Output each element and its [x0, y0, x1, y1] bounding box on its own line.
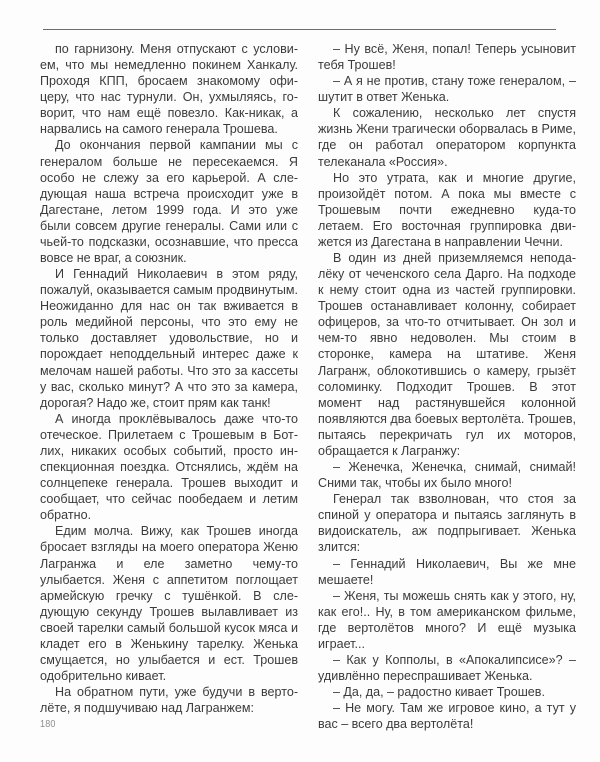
paragraph: В один из дней приземляемся неподалёку от чеченского села Дарго. На подходе к нему стоит одна из частей группировки. Трошев останавливает колонну, собирает офицеров, за что-то отчитывает. Он зол и чем-то явно недоволен. Мы стоим в сторонке, камера на штативе. Женя Лагранж, облокотившись о камеру, грызёт соломинку. Подходит Трошев. В этот момент над растянувшейся колонной появляются два боевых вертолёта. Трошев, пытаясь перекричать гул их моторов, обращается к Лагранжу:: [318, 251, 576, 458]
paragraph: – Как у Копполы, в «Апокалипсисе»? – удивлённо переспрашивает Женька.: [318, 652, 576, 684]
text-column-right: [318, 41, 576, 732]
paragraph: И Геннадий Николаевич в этом ряду, пожалуй, оказывается самым продвинутым. Неожиданно для нас он так вживается в роль медийной персоны, что это ему не только доставляет удовольствие, но и порождает неподдельный интерес даже к мелочам нашей работы. Что это за кассеты у вас, сколько минут? А что это за камера, дорогая? Надо же, стоит прям как танк!: [40, 267, 298, 410]
paragraph: На обратном пути, уже будучи в вертолёте, я подшучиваю над Лагранжем:: [40, 685, 298, 716]
paragraph: – Женя, ты можешь снять как у этого, ну, как его!.. Ну, в том американском фильме, где вертолётов много? И ещё музыка играет...: [318, 588, 576, 651]
paragraph: по гарнизону. Меня отпускают с условием, что мы немедленно покинем Ханкалу. Проходя КПП, бросаем знакомому офицеру, что нас турнули. Он, ухмыляясь, говорит, что нам ещё повезло. Как-никак, а нарвались на самого генерала Трошева.: [40, 42, 298, 137]
paragraph: – Не могу. Там же игровое кино, а тут у вас – всего два вертолёта!: [318, 701, 576, 732]
paragraph: – Женечка, Женечка, снимай, снимай! Сними так, чтобы их было много!: [318, 460, 576, 491]
paragraph: – Геннадий Николаевич, Вы же мне мешаете!: [318, 556, 576, 587]
paragraph: Но это утрата, как и многие другие, произойдёт потом. А пока мы вместе с Трошевым почти ежедневно куда-то летаем. Его восточная группировка движется из Дагестана в направлении Чечни.: [318, 170, 576, 249]
paragraph: – Ну всё, Женя, попал! Теперь усыновит тебя Трошев!: [318, 42, 576, 73]
paragraph: А иногда проклёвывалось даже что-то отеческое. Прилетаем с Трошевым в Ботлих, никаких особых событий, просто инспекционная поездка. Отснялись, ждём на солнцепеке генерала. Трошев выходит и сообщает, что сейчас пообедаем и летим обратно.: [40, 411, 298, 523]
paragraph: Едим молча. Вижу, как Трошев иногда бросает взгляды на моего оператора Женю Лагранжа и еле заметно чему-то улыбается. Женя с аппетитом поглощает армейскую гречку с тушёнкой. В следующую секунду Трошев вылавливает из своей тарелки самый большой кусок мяса и кладет его в Женькину тарелку. Женька смущается, но улыбается и ест. Трошев одобрительно кивает.: [40, 524, 298, 684]
page-number: 180: [40, 718, 56, 730]
paragraph: – Да, да, – радостно кивает Трошев.: [333, 685, 545, 700]
paragraph: До окончания первой кампании мы с генералом больше не пересекаемся. Я особо не слежу за его карьерой. А следующая наша встреча происходит уже в Дагестане, летом 1999 года. И это уже были совсем другие генералы. Сами или с чьей-то подсказки, осознавшие, что пресса вовсе не враг, а союзник.: [40, 138, 298, 266]
paragraph: Генерал так взволнован, что стоя за спиной у оператора и пытаясь заглянуть в видоискатель, аж подпрыгивает. Женька злится:: [318, 492, 576, 555]
text-column-left: [40, 41, 298, 716]
paragraph: – А я не против, стану тоже генералом, – шутит в ответ Женька.: [318, 74, 576, 105]
header-rule: [43, 29, 556, 30]
paragraph: К сожалению, несколько лет спустя жизнь Жени трагически оборвалась в Риме, где он работал оператором корпункта телеканала «Россия».: [318, 106, 576, 169]
